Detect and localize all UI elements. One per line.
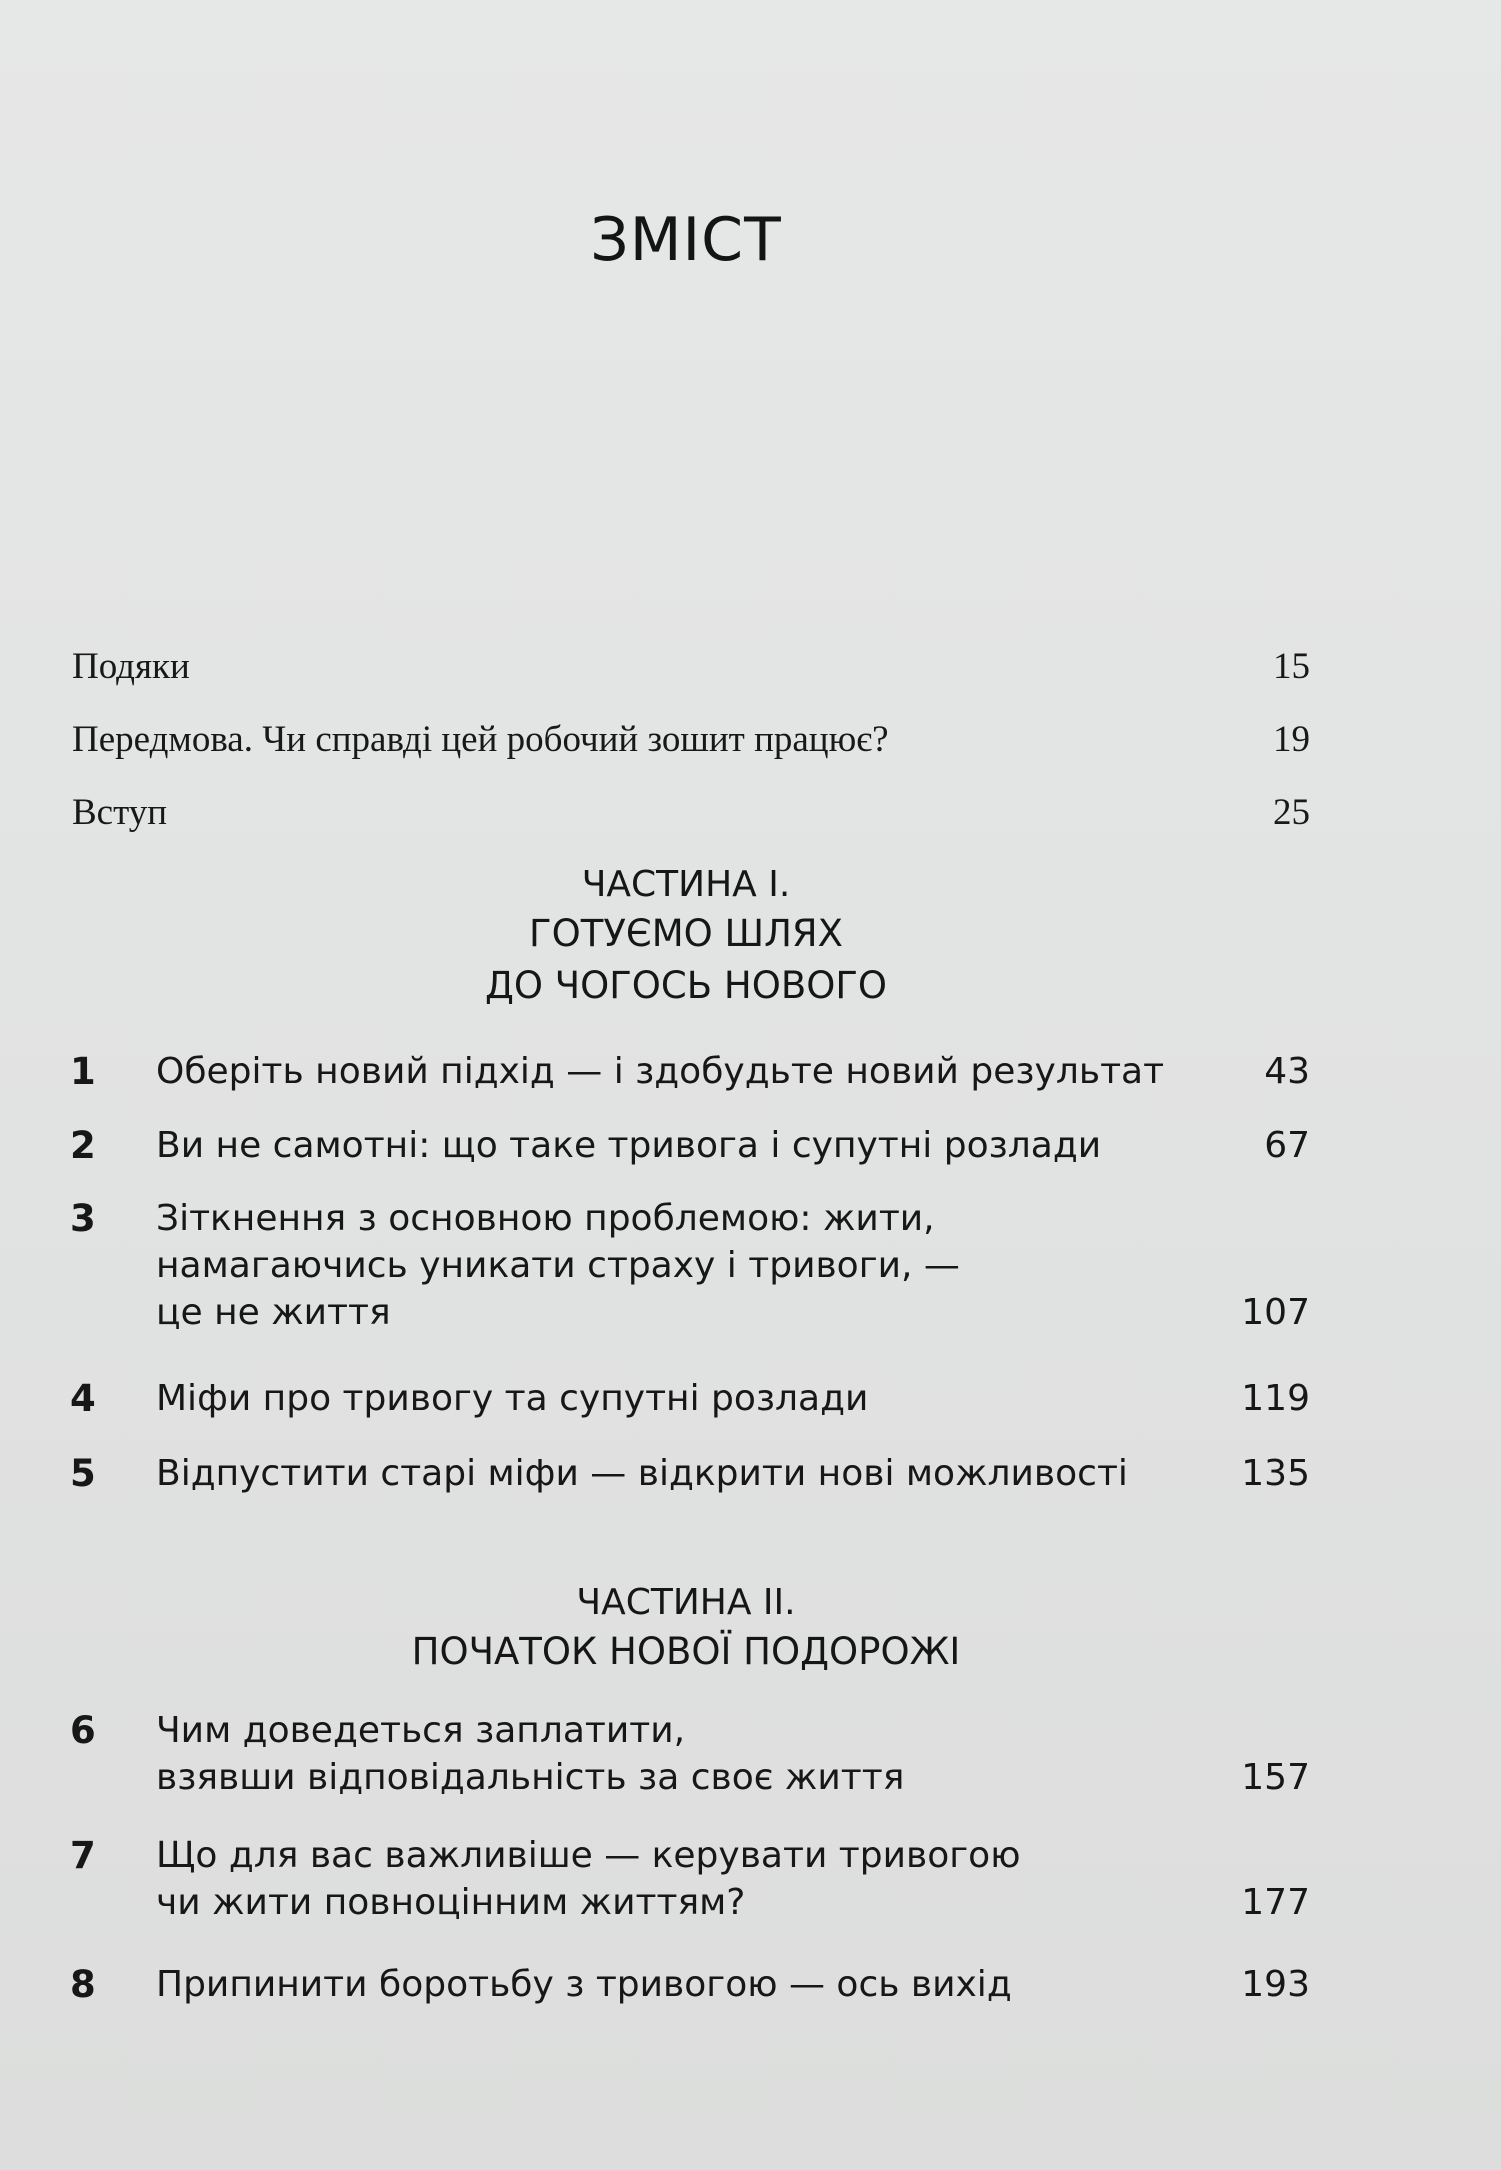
chapter-page: 43 bbox=[1264, 1051, 1310, 1092]
chapter-number: 1 bbox=[70, 1050, 96, 1093]
toc-entry-label: Вступ bbox=[72, 792, 168, 833]
page-title: ЗМІСТ bbox=[590, 205, 782, 275]
toc-entry bbox=[72, 645, 1310, 689]
chapter-number: 6 bbox=[70, 1709, 96, 1752]
chapter-number: 5 bbox=[70, 1452, 96, 1495]
chapter-page: 135 bbox=[1241, 1453, 1310, 1494]
part-title-line: ГОТУЄМО ШЛЯХ bbox=[529, 912, 843, 955]
toc-entry bbox=[72, 791, 1310, 835]
chapter-title bbox=[156, 1832, 1206, 1926]
chapter-title-line: Припинити боротьбу з тривогою — ось вихід bbox=[156, 1964, 1012, 2005]
toc-entry-label: Передмова. Чи справді цей робочий зошит працює? bbox=[72, 719, 889, 760]
chapter-title-line: чи жити повноцінним життям? bbox=[156, 1882, 746, 1923]
chapter-title-line: взявши відповідальність за своє життя bbox=[156, 1757, 905, 1798]
chapter-entry bbox=[70, 1450, 1310, 1497]
chapter-number: 4 bbox=[70, 1377, 96, 1420]
part-title-line: ПОЧАТОК НОВОЇ ПОДОРОЖІ bbox=[411, 1630, 961, 1673]
chapter-page: 67 bbox=[1264, 1125, 1310, 1166]
chapter-entry bbox=[70, 1195, 1310, 1336]
chapter-title-line: Міфи про тривогу та супутні розлади bbox=[156, 1378, 869, 1419]
part-label: ЧАСТИНА I. bbox=[581, 864, 791, 905]
chapter-number: 2 bbox=[70, 1124, 96, 1167]
chapter-page: 193 bbox=[1241, 1964, 1310, 2005]
chapter-entry bbox=[70, 1122, 1310, 1169]
chapter-page: 177 bbox=[1241, 1882, 1310, 1923]
chapter-title bbox=[156, 1122, 1206, 1169]
chapter-entry bbox=[70, 1961, 1310, 2008]
chapter-title bbox=[156, 1048, 1206, 1095]
chapter-number: 8 bbox=[70, 1963, 96, 2006]
chapter-page: 157 bbox=[1241, 1757, 1310, 1798]
chapter-title-line: Зіткнення з основною проблемою: жити, bbox=[156, 1198, 935, 1239]
chapter-title-line: Чим доведеться заплатити, bbox=[156, 1710, 686, 1751]
chapter-title-line: Відпустити старі міфи — відкрити нові можливості bbox=[156, 1453, 1128, 1494]
chapter-entry bbox=[70, 1375, 1310, 1422]
toc-entry-page: 25 bbox=[1273, 792, 1310, 833]
toc-entry-label: Подяки bbox=[72, 646, 190, 687]
chapter-title bbox=[156, 1450, 1206, 1497]
toc-entry bbox=[72, 718, 1310, 762]
chapter-number: 7 bbox=[70, 1834, 96, 1877]
chapter-title-line: Ви не самотні: що таке тривога і супутні розлади bbox=[156, 1125, 1102, 1166]
chapter-entry bbox=[70, 1048, 1310, 1095]
chapter-title bbox=[156, 1961, 1206, 2008]
chapter-title-line: Що для вас важливіше — керувати тривогою bbox=[156, 1835, 1021, 1876]
part-heading bbox=[0, 862, 1372, 1012]
chapter-title bbox=[156, 1375, 1206, 1422]
part-label: ЧАСТИНА II. bbox=[576, 1582, 796, 1623]
part-title-line: ДО ЧОГОСЬ НОВОГО bbox=[484, 964, 888, 1007]
chapter-number: 3 bbox=[70, 1197, 96, 1240]
toc-entry-page: 19 bbox=[1273, 719, 1310, 760]
toc-entry-page: 15 bbox=[1273, 646, 1310, 687]
chapter-page: 107 bbox=[1241, 1292, 1310, 1333]
chapter-title bbox=[156, 1195, 1206, 1336]
chapter-title bbox=[156, 1707, 1206, 1801]
chapter-title-line: це не життя bbox=[156, 1292, 391, 1333]
chapter-entry bbox=[70, 1832, 1310, 1926]
chapter-page: 119 bbox=[1241, 1378, 1310, 1419]
part-heading bbox=[0, 1580, 1372, 1678]
chapter-title-line: намагаючись уникати страху і тривоги, — bbox=[156, 1245, 960, 1286]
chapter-entry bbox=[70, 1707, 1310, 1801]
chapter-title-line: Оберіть новий підхід — і здобудьте новий результат bbox=[156, 1051, 1165, 1092]
